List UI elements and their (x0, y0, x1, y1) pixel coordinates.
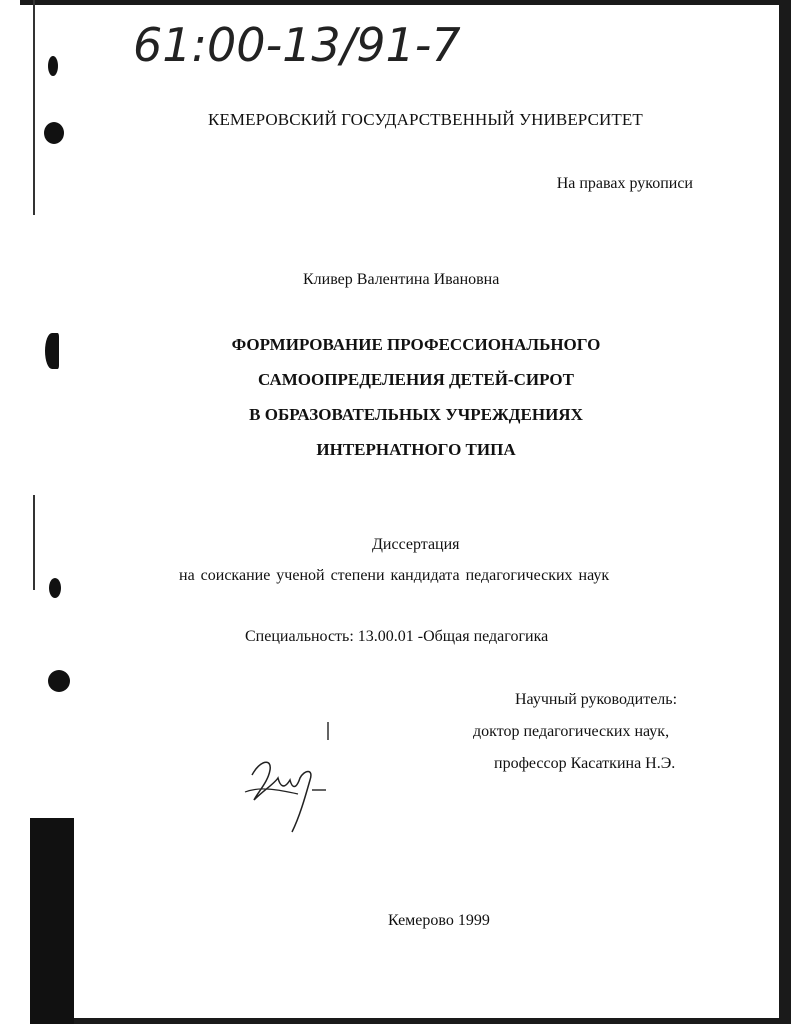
punch-hole-mark (48, 56, 58, 76)
author-name: Кливер Валентина Ивановна (303, 271, 500, 288)
supervisor-name: профессор Касаткина Н.Э. (494, 755, 676, 772)
title-line: ФОРМИРОВАНИЕ ПРОФЕССИОНАЛЬНОГО (231, 335, 601, 354)
title-line: ИНТЕРНАТНОГО ТИПА (316, 440, 516, 459)
supervisor-degree: доктор педагогических наук, (473, 723, 670, 740)
scan-edge-left-lower (33, 495, 35, 590)
university-name: КЕМЕРОВСКИЙ ГОСУДАРСТВЕННЫЙ УНИВЕРСИТЕТ (208, 110, 643, 129)
dissertation-label: Диссертация (372, 536, 460, 553)
specialty-line: Специальность: 13.00.01 -Общая педагогика (245, 628, 549, 645)
scan-shadow-bottom-left (30, 818, 74, 1024)
punch-hole-mark (44, 122, 64, 144)
handwritten-archive-number (125, 6, 535, 76)
city-year: Кемерово 1999 (388, 912, 490, 929)
degree-line: на соискание ученой степени кандидата педагогических наук (179, 567, 610, 584)
punch-hole-mark (48, 670, 70, 692)
archive-number-text: 61:00-13/91-7 (133, 18, 461, 72)
scan-edge-right (779, 0, 791, 1024)
scan-edge-bottom (40, 1018, 780, 1024)
punch-hole-mark (49, 578, 61, 598)
title-line: САМООПРЕДЕЛЕНИЯ ДЕТЕЙ-СИРОТ (258, 370, 574, 389)
title-line: В ОБРАЗОВАТЕЛЬНЫХ УЧРЕЖДЕНИЯХ (249, 405, 583, 424)
scan-edge-left (33, 0, 35, 215)
handwritten-signature (240, 720, 340, 840)
rights-notice: На правах рукописи (556, 175, 693, 192)
scan-edge-top (20, 0, 791, 5)
supervisor-heading: Научный руководитель: (515, 691, 678, 708)
